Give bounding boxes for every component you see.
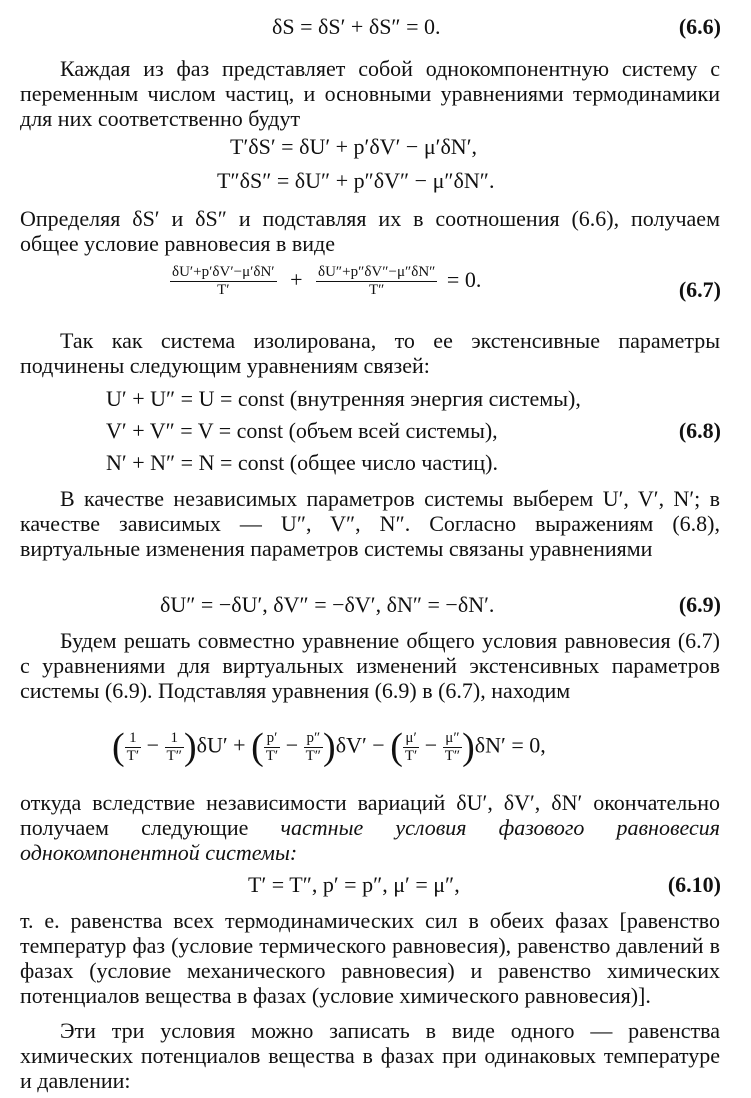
paragraph-solve: Будем решать совместно уравнение общего условия равновесия (6.7) с уравнениями для виртуальных изменений экстенсивных параметров системы (6.9). Подставляя уравнения (6.9) в (6.7), находим [20, 628, 720, 703]
constraint-energy: U′ + U″ = U = const (внутренняя энергия системы), [106, 386, 581, 411]
equation-number-6-7: (6.7) [678, 277, 721, 302]
plus-sign: + [290, 266, 303, 292]
paragraph-parameters: В качестве независимых параметров системы выберем U′, V′, N′; в качестве зависимых — U″, V″, N″. Согласно выражениям (6.8), виртуальные изменения параметров системы связаны уравнениями [20, 486, 720, 561]
equation-number-6-9: (6.9) [678, 592, 721, 617]
equation-variations: ( $\frac{1}{T'}$ − $\frac{1}{T''}$ )δU′ + ( $\frac{p'}{T'}$ − $\frac{p''}{T''}$ )δV′ − ( $\frac{\mu'}{T'}$ − $\frac{\mu''}{T''}$ )δN′ = 0, [112, 726, 546, 768]
fraction-phase-2 [316, 264, 437, 299]
equals-zero: = 0. [446, 266, 482, 292]
paragraph-equalities: т. е. равенства всех термодинамических сил в обеих фазах [равенство температур фаз (условие термического равновесия), равенство давлений в фазах (условие механического равновесия) и равенство химических потенциалов вещества в фазах (условие химического равновесия)]. [20, 908, 720, 1008]
fraction: $\frac{\mu'}{T'}$ [404, 730, 418, 764]
fraction: $\frac{p''}{T''}$ [305, 730, 322, 764]
equation-6-6: δS = δS′ + δS″ = 0. [272, 14, 441, 39]
equation-6-9: δU″ = −δU′, δV″ = −δV′, δN″ = −δN′. [160, 592, 495, 617]
equation-number-6-6: (6.6) [678, 14, 721, 39]
fraction: $\frac{\mu''}{T''}$ [444, 730, 461, 764]
fraction: $\frac{1}{T'}$ [126, 730, 140, 764]
equation-number-6-8: (6.8) [678, 418, 721, 443]
fraction-phase-1 [170, 264, 277, 299]
paragraph-constraints: Так как система изолирована, то ее экстенсивные параметры подчинены следующим уравнениям связей: [20, 328, 720, 378]
paragraph-phases: Каждая из фаз представляет собой однокомпонентную систему с переменным числом частиц, и основными уравнениями термодинамики для них соответственно будут [20, 56, 720, 131]
fraction: $\frac{1}{T''}$ [166, 730, 182, 764]
paragraph-conclusion [20, 790, 720, 865]
equation-number-6-10: (6.10) [667, 872, 721, 897]
paragraph-general-condition: Определяя δS′ и δS″ и подставляя их в соотношения (6.6), получаем общее условие равновесия в виде [20, 206, 720, 256]
fraction: $\frac{p'}{T'}$ [265, 730, 279, 764]
conclusion-italic-term: частные условия фазового равновесия однокомпонентной системы: [20, 815, 720, 865]
fraction-numerator: δU″+p″δV″−μ″δN″ [318, 264, 436, 280]
conclusion-text: откуда вследствие независимости вариаций δU′, δV′, δN′ окончательно получаем следующие [20, 790, 720, 840]
equation-6-7 [170, 264, 481, 299]
constraint-volume: V′ + V″ = V = const (объем всей системы), [106, 418, 498, 443]
equation-6-10: T′ = T″, p′ = p″, μ′ = μ″, [248, 872, 460, 897]
fraction-numerator: δU′+p′δV′−μ′δN′ [172, 264, 275, 280]
constraint-particles: N′ + N″ = N = const (общее число частиц). [106, 450, 498, 475]
fraction-denominator: T″ [368, 282, 385, 298]
equation-phase-2: T″δS″ = δU″ + p″δV″ − μ″δN″. [217, 168, 495, 193]
fraction-denominator: T′ [217, 282, 230, 298]
paragraph-single-condition: Эти три условия можно записать в виде одного — равенства химических потенциалов вещества в фазах при одинаковых температуре и давлении: [20, 1018, 720, 1093]
equation-phase-1: T′δS′ = δU′ + p′δV′ − μ′δN′, [230, 134, 478, 159]
